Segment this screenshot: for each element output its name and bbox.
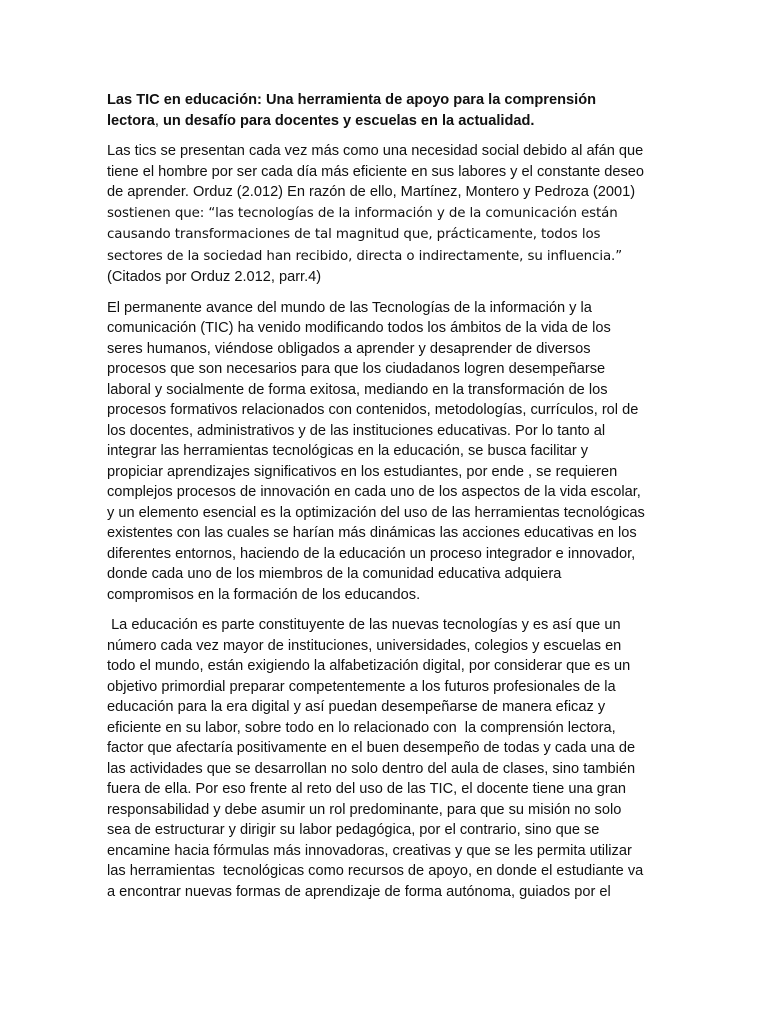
paragraph-2: El permanente avance del mundo de las Tecnologías de la información y la comunicación (TIC) ha venido modificando todos los ámbitos de la vida de los seres humanos, viéndose obligados a aprender y desaprender de diversos procesos que son necesarios para que los ciudadanos logren desempeñarse laboral y socialmente de forma exitosa, mediando en la transformación de los procesos formativos relacionados con contenidos, metodologías, currículos, rol de los docentes, administrativos y de las instituciones educativas. Por lo tanto al integrar las herramientas tecnológicas en la educación, se busca facilitar y propiciar aprendizajes significativos en los estudiantes, por ende , se requieren complejos procesos de innovación en cada uno de los aspectos de la vida escolar, y un elemento esencial es la optimización del uso de las herramientas tecnológicas existentes con las cuales se harían más dinámicas las acciones educativas en los diferentes entornos, haciendo de la educación un proceso integrador e innovador, donde cada uno de los miembros de la comunidad educativa adquiera compromisos en la formación de los educandos.: [107, 299, 645, 603]
document-page: [107, 90, 647, 912]
paragraph-1: [107, 141, 647, 288]
title-comma: ,: [154, 112, 159, 129]
document-title: [107, 90, 647, 131]
paragraph-3: La educación es parte constituyente de las nuevas tecnologías y es así que un número cada vez mayor de instituciones, universidades, colegios y escuelas en todo el mundo, están exigiendo la alfabetización digital, por considerar que es un objetivo primordial preparar competentemente a los futuros profesionales de la educación para la era digital y así puedan desempeñarse de manera eficaz y eficiente en su labor, sobre todo en lo relacionado con la comprensión lectora, factor que afectaría positivamente en el buen desempeño de todas y cada una de las actividades que se desarrollan no solo dentro del aula de clases, sino también fuera de ella. Por eso frente al reto del uso de las TIC, el docente tiene una gran responsabilidad y debe asumir un rol predominante, para que su misión no solo sea de estructurar y dirigir su labor pedagógica, por el contrario, sino que se encamine hacia fórmulas más innovadoras, creativas y que se les permita utilizar las herramientas tecnológicas como recursos de apoyo, en donde el estudiante va a encontrar nuevas formas de aprendizaje de forma autónoma, guiados por el: [107, 617, 648, 900]
title-part-1: Las TIC en educación: Una herramienta de apoyo para la comprensión lectora: [107, 92, 597, 129]
paragraph-1-quote: sostienen que: “las tecnologías de la información y de la comunicación están causando transformaciones de tal magnitud que, prácticamente, todos los sectores de la sociedad han recibido, directa o indirectamente, su influencia.”: [107, 205, 623, 264]
title-part-2: un desafío para docentes y escuelas en la actualidad.: [158, 112, 535, 129]
paragraph-1-citation: (Citados por Orduz 2.012, parr.4): [107, 269, 322, 285]
paragraph-1-intro: Las tics se presentan cada vez más como una necesidad social debido al afán que tiene el hombre por ser cada día más eficiente en sus labores y el constante deseo de aprender. Orduz (2.012) En razón de ello, Martínez, Montero y Pedroza (2001): [107, 143, 645, 200]
